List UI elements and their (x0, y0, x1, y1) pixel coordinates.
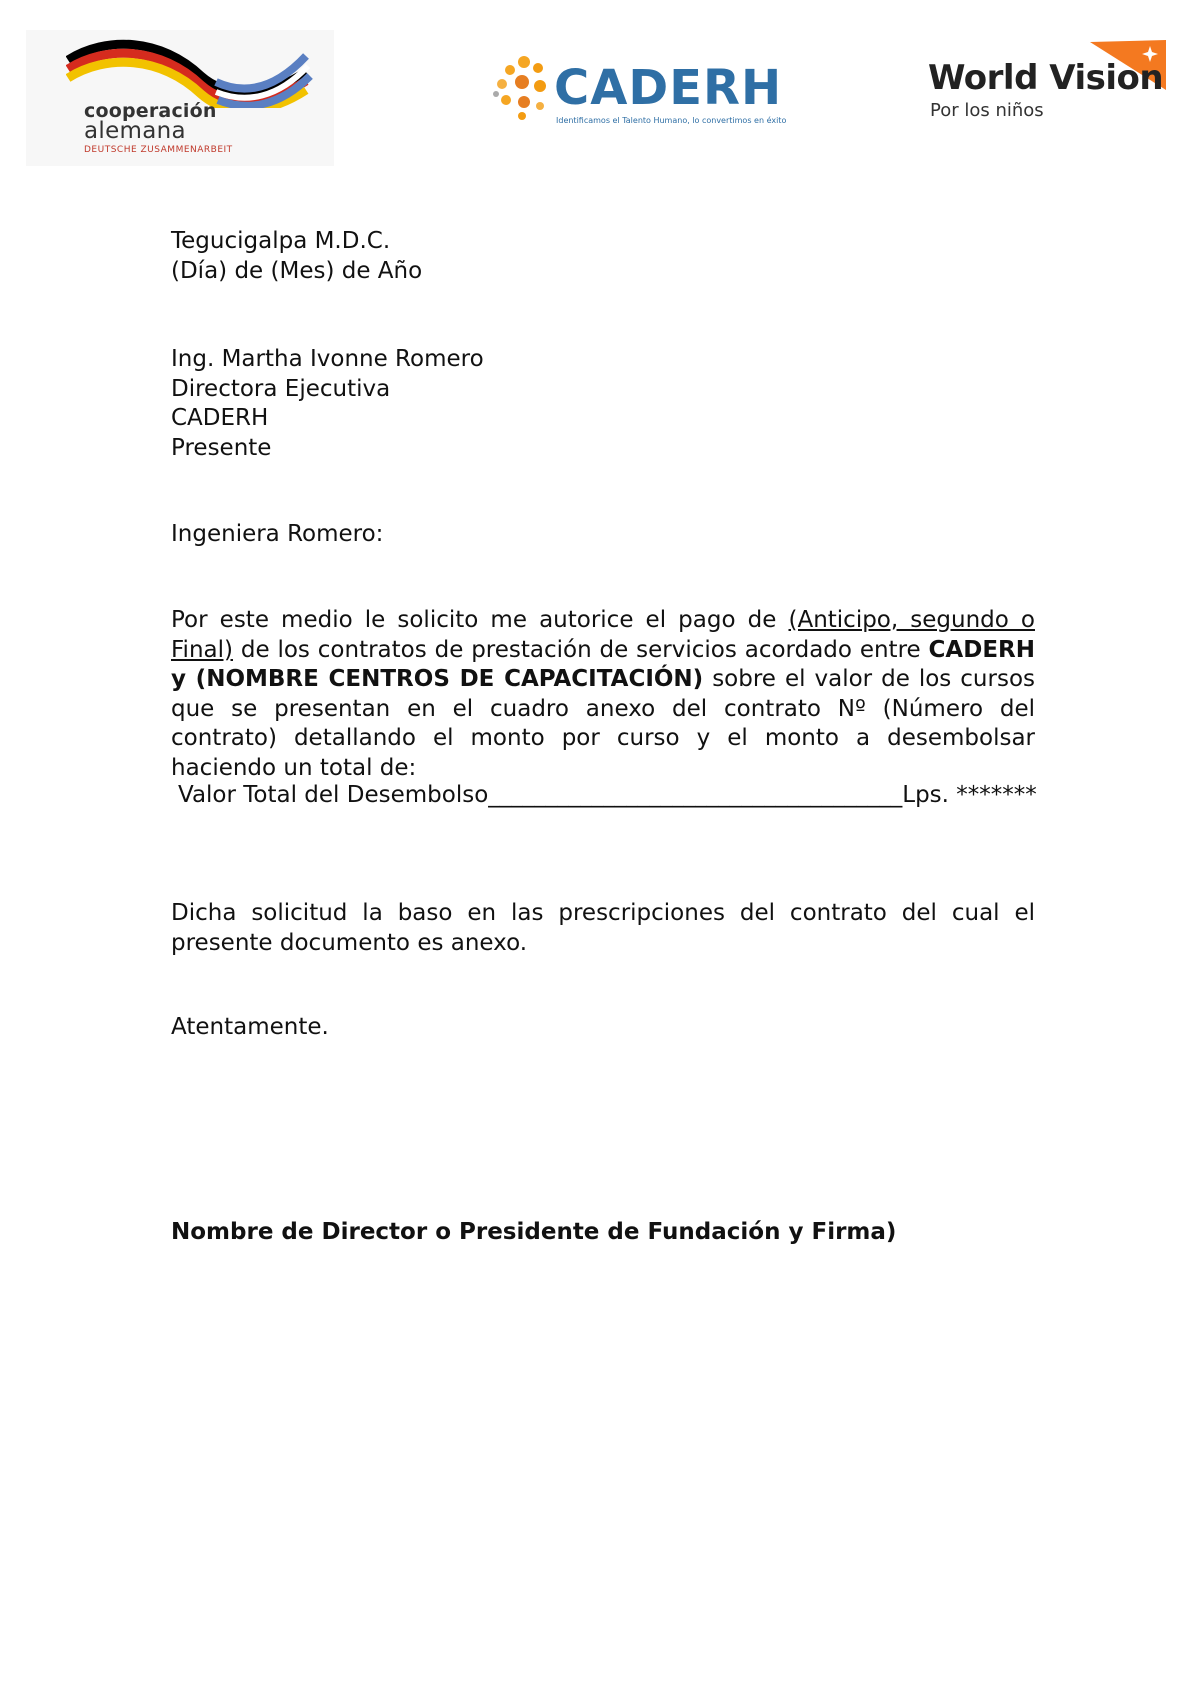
place-line: Tegucigalpa M.D.C. (171, 228, 391, 254)
greeting-text: Ingeniera Romero: (171, 521, 384, 547)
recipient-presente: Presente (171, 434, 272, 461)
closing-text: Atentamente. (171, 1014, 329, 1040)
closing (171, 1013, 1035, 1043)
para1-text-a: Por este medio le solicito me autorice el pago de (171, 607, 789, 633)
total-label: Valor Total del Desembolso (178, 782, 489, 808)
dots-cluster-icon (492, 54, 556, 124)
coop-logo-line2: alemana (84, 118, 186, 144)
total-currency: Lps. ******* (902, 782, 1037, 808)
signature-line (171, 1218, 1035, 1248)
world-vision-tagline: Por los niños (930, 100, 1044, 121)
greeting (171, 520, 1035, 550)
para1-text-c: sobre el valor de los cursos que se presentan en el cuadro anexo del contrato Nº (Número del contrato) detallando el monto por curso y el monto a desembolsar haciendo un total de: (171, 666, 1036, 781)
total-blank: ____________________________________ (488, 782, 903, 808)
recipient-org: CADERH (171, 405, 269, 431)
flag-swoosh-icon (66, 38, 316, 108)
recipient-title: Directora Ejecutiva (171, 375, 391, 402)
world-vision-logo (928, 38, 1168, 128)
recipient-name: Ing. Martha Ivonne Romero (171, 346, 484, 372)
total-line (178, 781, 1042, 811)
basis-paragraph (171, 899, 1035, 958)
coop-logo-line3: DEUTSCHE ZUSAMMENARBEIT (84, 145, 233, 155)
world-vision-wordmark: World Vision (928, 58, 1164, 98)
caderh-logo (492, 50, 787, 130)
signature-text: Nombre de Director o Presidente de Fundación y Firma) (171, 1219, 897, 1245)
recipient-block (171, 345, 1035, 463)
para1-parties: CADERH y (NOMBRE CENTROS DE CAPACITACIÓN) (171, 636, 1035, 692)
para1-payment-type: (Anticipo, segundo o Final) (171, 607, 1035, 663)
caderh-wordmark: CADERH (554, 60, 783, 116)
place-date-block (171, 227, 1035, 286)
caderh-tagline: Identificamos el Talento Humano, lo convertimos en éxito (556, 116, 787, 125)
date-line: (Día) de (Mes) de Año (171, 257, 423, 284)
para1-text-b: de los contratos de prestación de servicios acordado entre (232, 636, 929, 663)
para2-text: Dicha solicitud la baso en las prescripciones del contrato del cual el presente documento es anexo. (171, 900, 1035, 956)
cooperacion-alemana-logo (26, 30, 334, 166)
coop-logo-line1: cooperación (84, 100, 217, 122)
request-paragraph (171, 606, 1035, 783)
